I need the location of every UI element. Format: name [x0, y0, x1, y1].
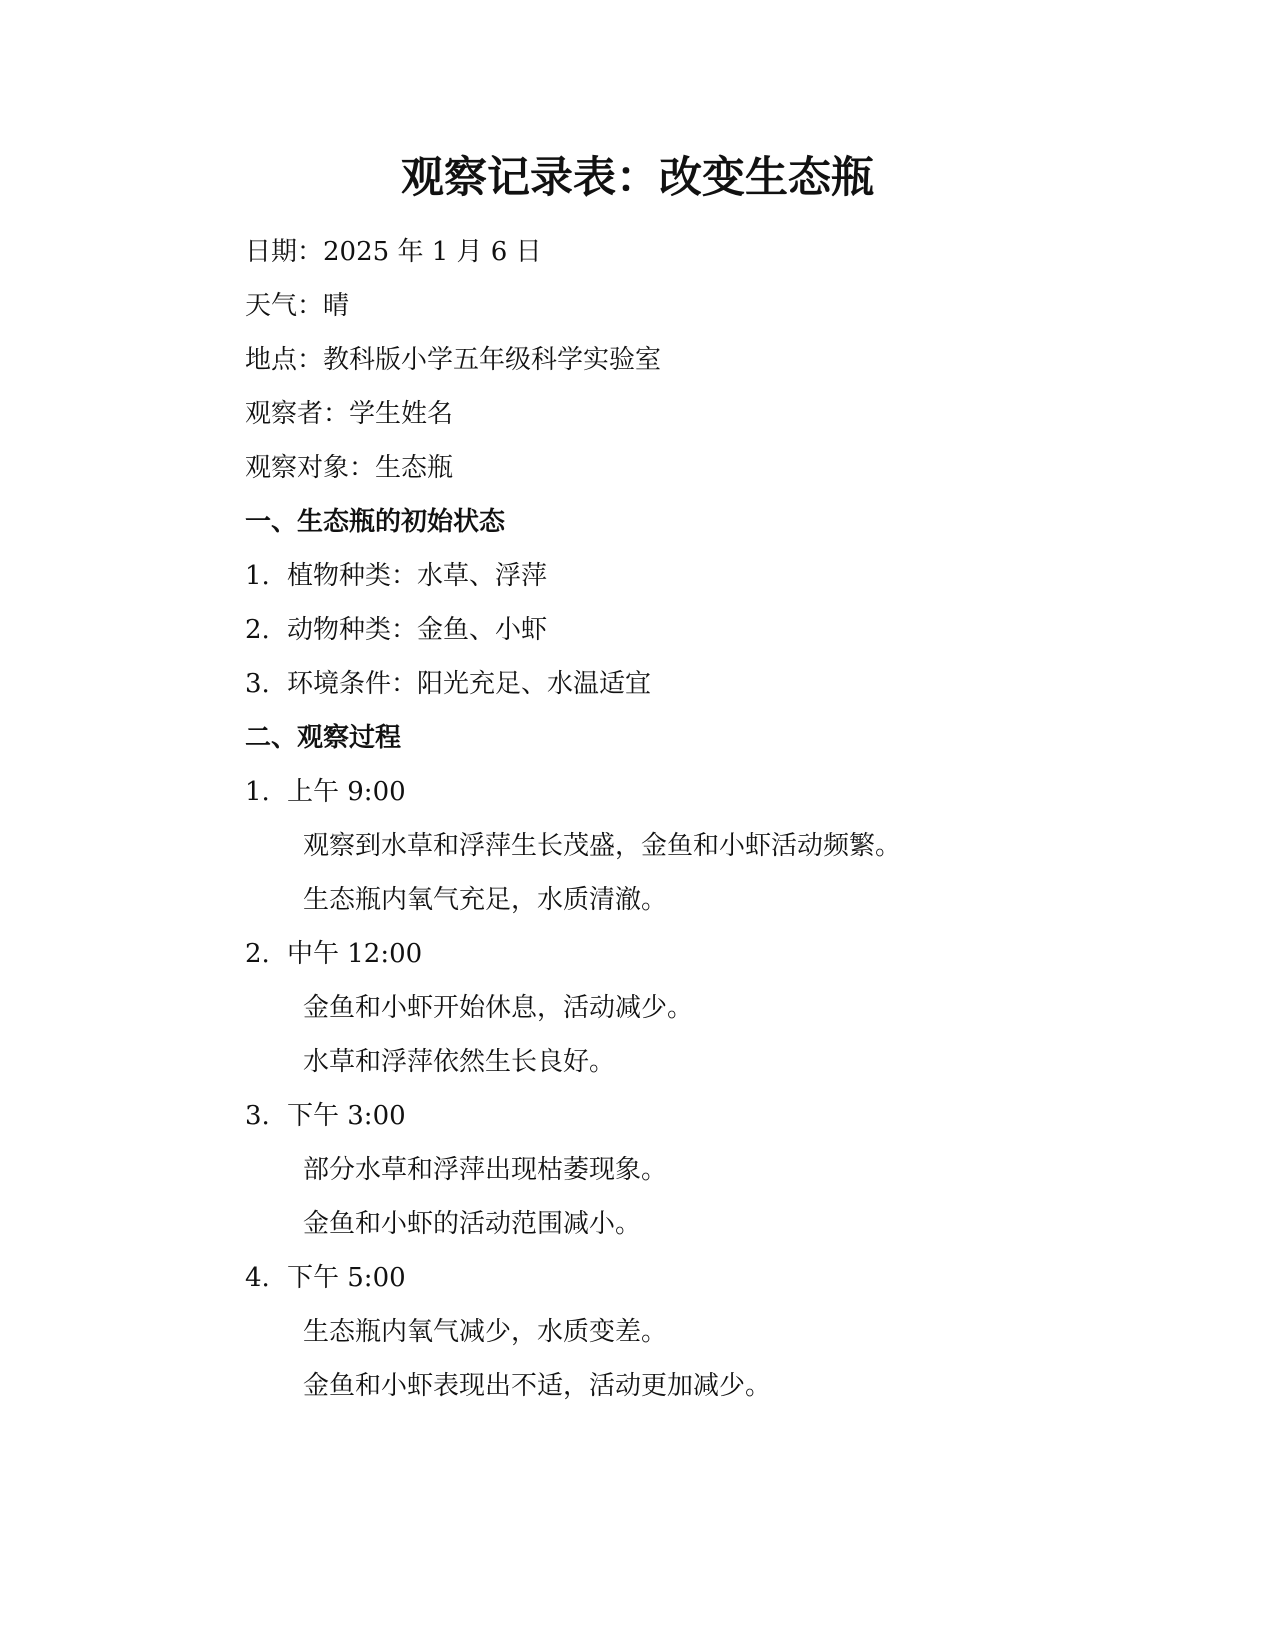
meta-value: 学生姓名 — [349, 399, 454, 429]
meta-location — [245, 340, 661, 380]
list-item — [245, 664, 651, 704]
meta-value: 晴 — [323, 291, 350, 321]
meta-label: 地点： — [245, 345, 324, 375]
meta-label: 天气： — [245, 291, 324, 321]
observation-time — [245, 1258, 406, 1298]
meta-value: 2025 年 1 月 6 日 — [323, 237, 542, 267]
list-item — [245, 610, 547, 650]
list-number: 1. — [245, 777, 270, 807]
list-number: 2. — [245, 615, 270, 645]
observation-time — [245, 934, 422, 974]
meta-value: 生态瓶 — [375, 453, 454, 483]
meta-subject — [245, 448, 453, 488]
list-number: 1. — [245, 561, 270, 591]
time-text: 下午 3:00 — [287, 1101, 406, 1131]
document-title: 观察记录表：改变生态瓶 — [401, 153, 874, 203]
observation-detail: 金鱼和小虾开始休息，活动减少。 — [303, 993, 694, 1023]
observation-detail: 金鱼和小虾的活动范围减小。 — [303, 1209, 642, 1239]
list-number: 3. — [245, 669, 270, 699]
list-number: 2. — [245, 939, 270, 969]
meta-observer — [245, 394, 453, 434]
meta-weather — [245, 286, 349, 326]
section2-heading: 二、观察过程 — [245, 723, 402, 753]
observation-detail: 观察到水草和浮萍生长茂盛，金鱼和小虾活动频繁。 — [303, 831, 902, 861]
list-item — [245, 556, 547, 596]
time-text: 下午 5:00 — [287, 1263, 406, 1293]
meta-value: 教科版小学五年级科学实验室 — [323, 345, 662, 375]
meta-label: 观察对象： — [245, 453, 376, 483]
list-number: 4. — [245, 1263, 270, 1293]
observation-time — [245, 1096, 406, 1136]
list-text: 动物种类：金鱼、小虾 — [287, 615, 548, 645]
list-text: 环境条件：阳光充足、水温适宜 — [287, 669, 652, 699]
meta-date — [245, 232, 542, 272]
time-text: 中午 12:00 — [287, 939, 423, 969]
observation-detail: 生态瓶内氧气减少，水质变差。 — [303, 1317, 668, 1347]
time-text: 上午 9:00 — [287, 777, 406, 807]
observation-detail: 水草和浮萍依然生长良好。 — [303, 1047, 616, 1077]
list-text: 植物种类：水草、浮萍 — [287, 561, 548, 591]
observation-time — [245, 772, 406, 812]
observation-detail: 生态瓶内氧气充足，水质清澈。 — [303, 885, 668, 915]
meta-label: 日期： — [245, 237, 324, 267]
list-number: 3. — [245, 1101, 270, 1131]
meta-label: 观察者： — [245, 399, 350, 429]
observation-detail: 部分水草和浮萍出现枯萎现象。 — [303, 1155, 668, 1185]
observation-detail: 金鱼和小虾表现出不适，活动更加减少。 — [303, 1371, 772, 1401]
section1-heading: 一、生态瓶的初始状态 — [245, 507, 506, 537]
